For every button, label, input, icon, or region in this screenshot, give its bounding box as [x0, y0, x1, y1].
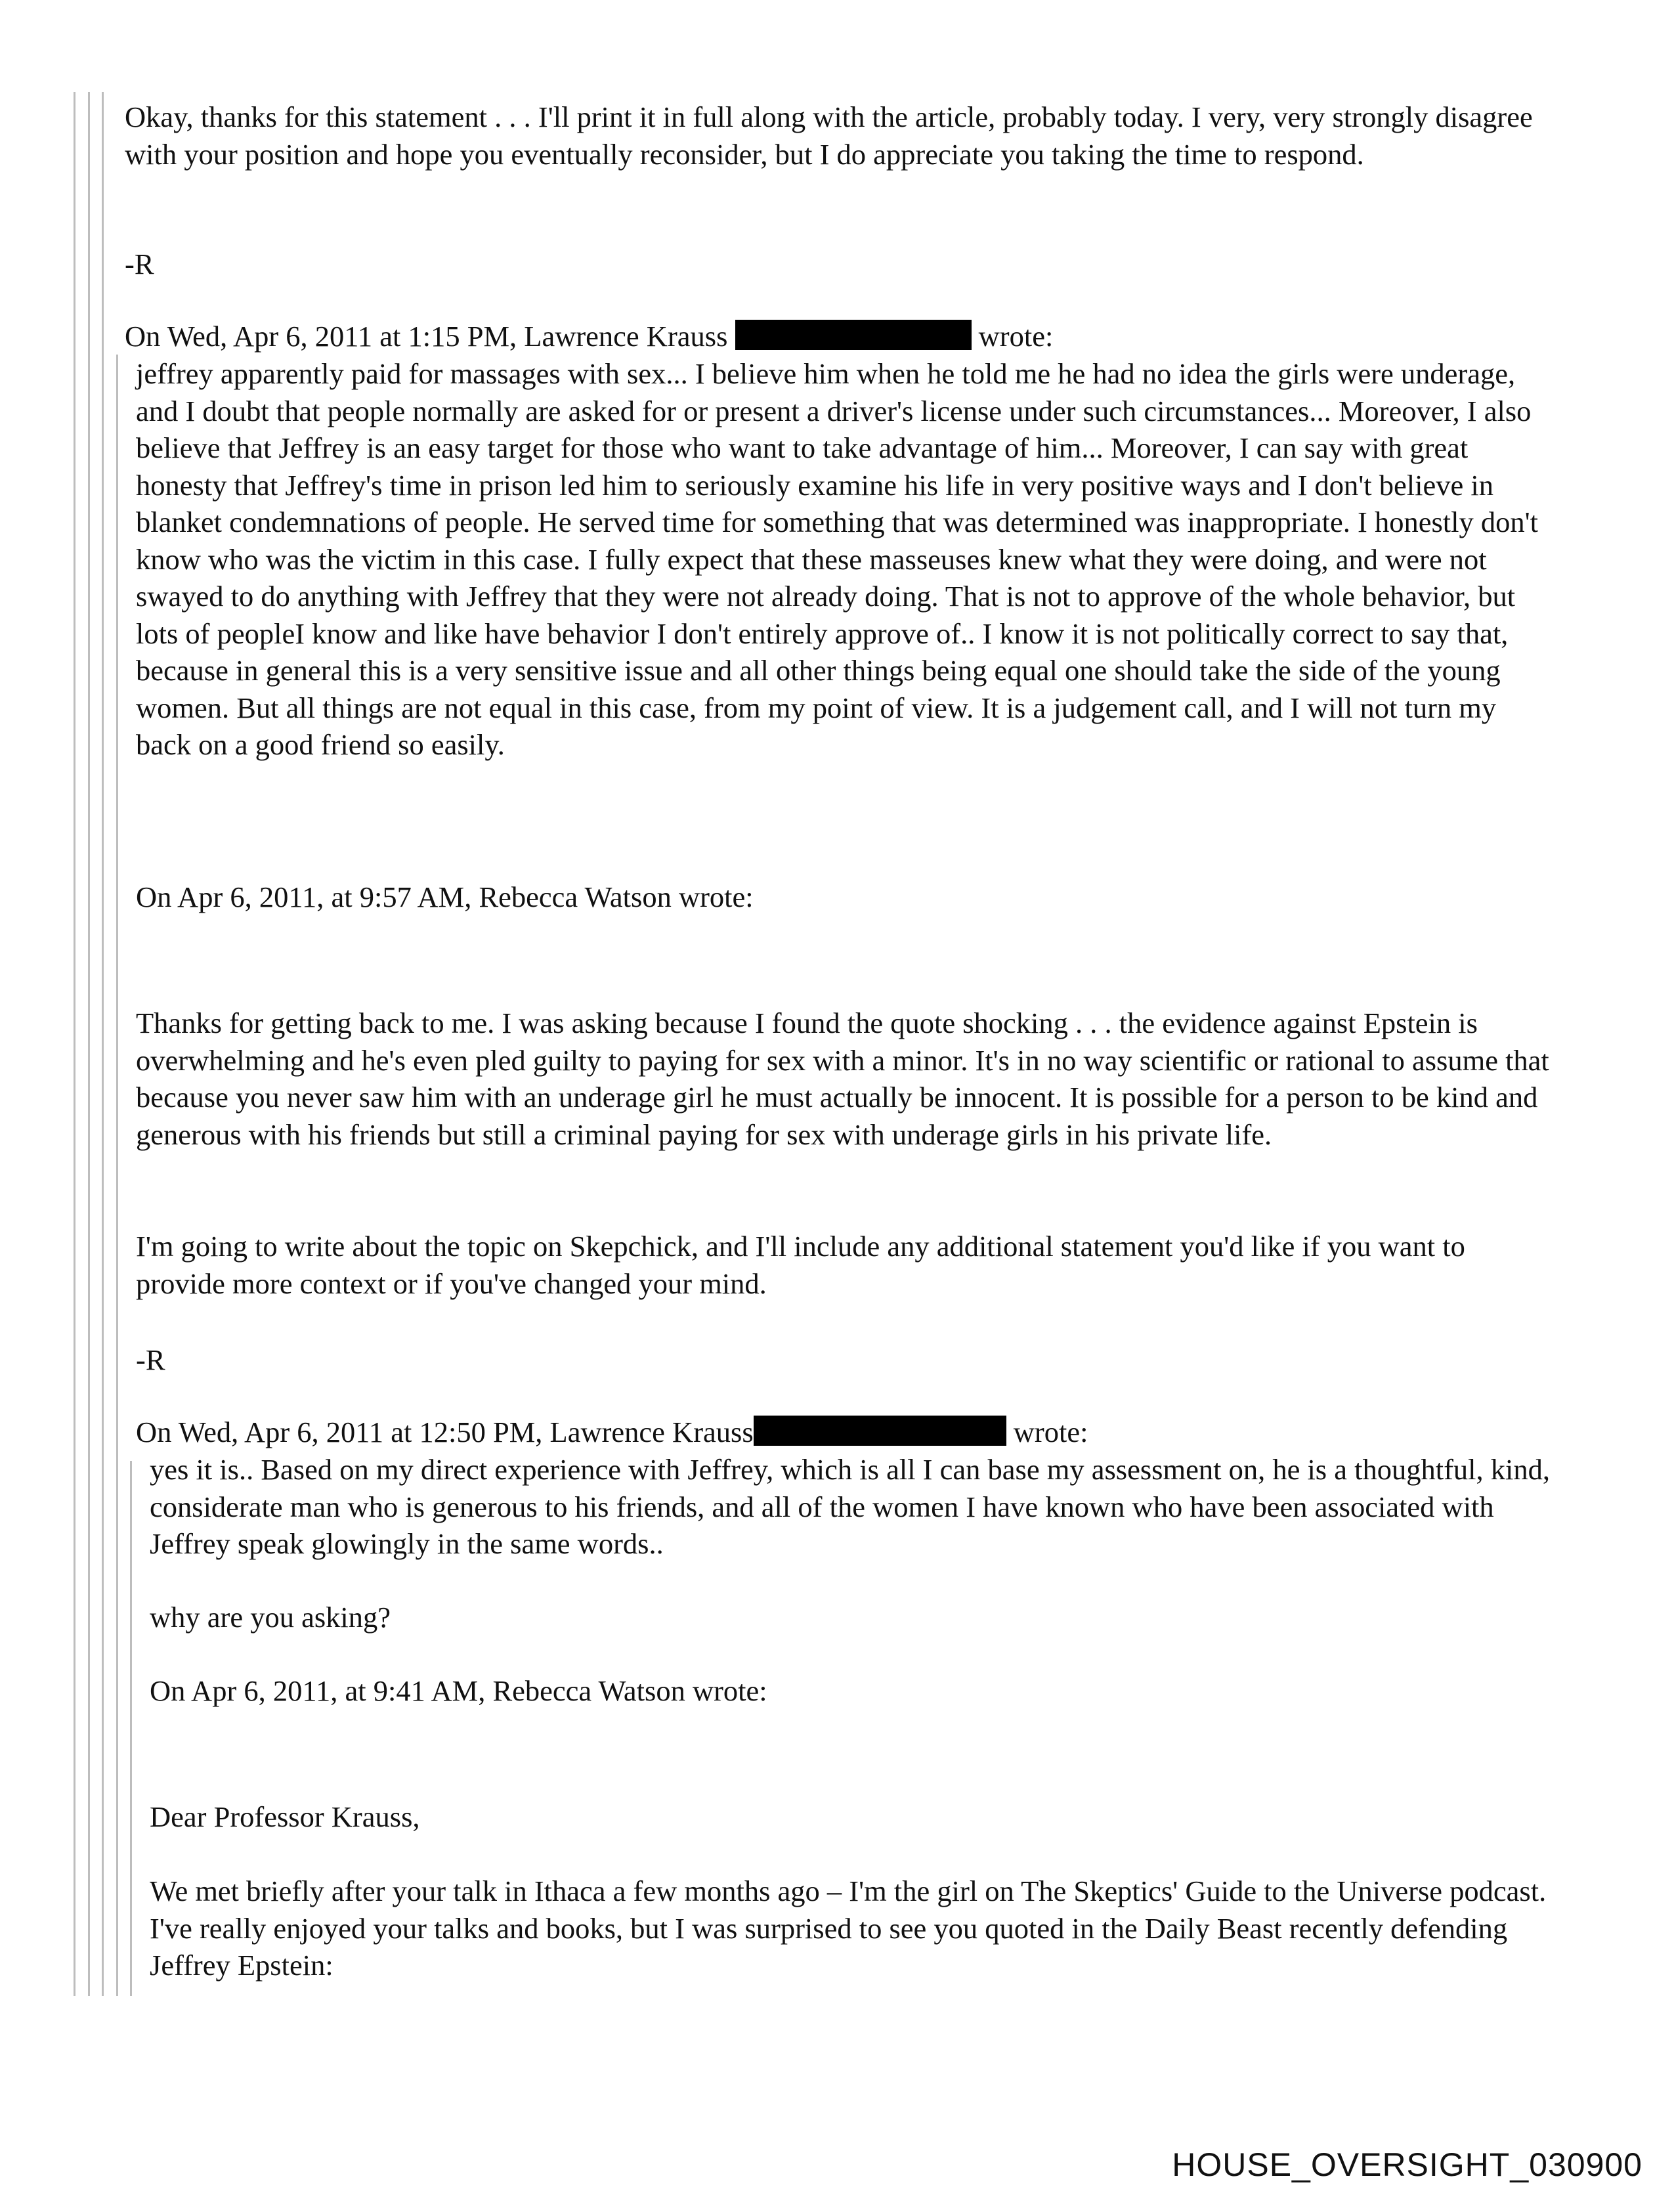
quote-bar-level-2 [88, 92, 90, 1996]
krauss-paragraph-1: yes it is.. Based on my direct experience with Jeffrey, which is all I can base my assessment on, he is a thoughtful, kind, considerate man who is generous to his friends, and all of the women I have known who have been associated with Jeffrey speak glowingly in the same words.. [150, 1453, 1551, 1560]
bates-number: HOUSE_OVERSIGHT_030900 [1172, 2146, 1642, 2183]
quote-header-4: On Apr 6, 2011, at 9:41 AM, Rebecca Watson wrote: [150, 1674, 767, 1707]
salutation: Dear Professor Krauss, [150, 1800, 420, 1833]
quote-header-1-text: On Wed, Apr 6, 2011 at 1:15 PM, Lawrence Krauss [125, 320, 728, 353]
quote-header-1-wrote: wrote: [978, 320, 1054, 353]
quote-header-3 [136, 1414, 1088, 1451]
redaction-box-2 [754, 1416, 1006, 1446]
watson-paragraph-1: Thanks for getting back to me. I was asking because I found the quote shocking . . . the evidence against Epstein is overwhelming and he's even pled guilty to paying for sex with a minor. It's in no way scientific or rational to assume that because you never saw him with an underage girl he must actually be innocent. It is possible for a person to be kind and generous with his friends but still a criminal paying for sex with underage girls in his private life. [136, 1007, 1549, 1151]
signature-2: -R [136, 1343, 165, 1376]
quote-bar-level-3 [102, 92, 104, 1996]
quote-bar-level-4 [116, 355, 118, 1996]
quote-header-3-wrote: wrote: [1013, 1416, 1088, 1448]
krauss-statement: jeffrey apparently paid for massages with sex... I believe him when he told me he had no idea the girls were underage, and I doubt that people normally are asked for or present a driver's license under such circumstances... Moreover, I also believe that Jeffrey is an easy target for those who want to take advantage of him... Moreover, I can say with great honesty that Jeffrey's time in prison led him to seriously examine his life in very positive ways and I don't believe in blanket condemnations of people. He served time for something that was determined was inappropriate. I honestly don't know who was the victim in this case. I fully expect that these masseuses knew what they were doing, and were not swayed to do anything with Jeffrey that they were not already doing. That is not to approve of the whole behavior, but lots of peopleI know and like have behavior I don't entirely approve of.. I know it is not politically correct to say that, because in general this is a very sensitive issue and all other things being equal one should take the side of the young women. But all things are not equal in this case, from my point of view. It is a judgement call, and I will not turn my back on a good friend so easily. [136, 357, 1539, 761]
quote-bar-level-1 [74, 92, 75, 1996]
reply-paragraph: Okay, thanks for this statement . . . I'll print it in full along with the article, probably today. I very, very strongly disagree with your position and hope you eventually reconsider, but I do appreciate you taking the time to respond. [125, 100, 1533, 171]
quote-bar-level-5 [130, 1461, 132, 1996]
quote-header-3-text: On Wed, Apr 6, 2011 at 12:50 PM, Lawrence Krauss [136, 1416, 754, 1448]
quote-header-1 [125, 318, 1053, 355]
watson-paragraph-2: I'm going to write about the topic on Skepchick, and I'll include any additional statement you'd like if you want to provide more context or if you've changed your mind. [136, 1230, 1465, 1300]
watson-intro: We met briefly after your talk in Ithaca a few months ago – I'm the girl on The Skeptics' Guide to the Universe podcast. I've really enjoyed your talks and books, but I was surprised to see you quoted in the Daily Beast recently defending Jeffrey Epstein: [150, 1875, 1547, 1982]
quote-header-2: On Apr 6, 2011, at 9:57 AM, Rebecca Watson wrote: [136, 880, 754, 913]
krauss-paragraph-2: why are you asking? [150, 1601, 391, 1634]
redaction-box [735, 320, 972, 350]
signature: -R [125, 248, 154, 280]
